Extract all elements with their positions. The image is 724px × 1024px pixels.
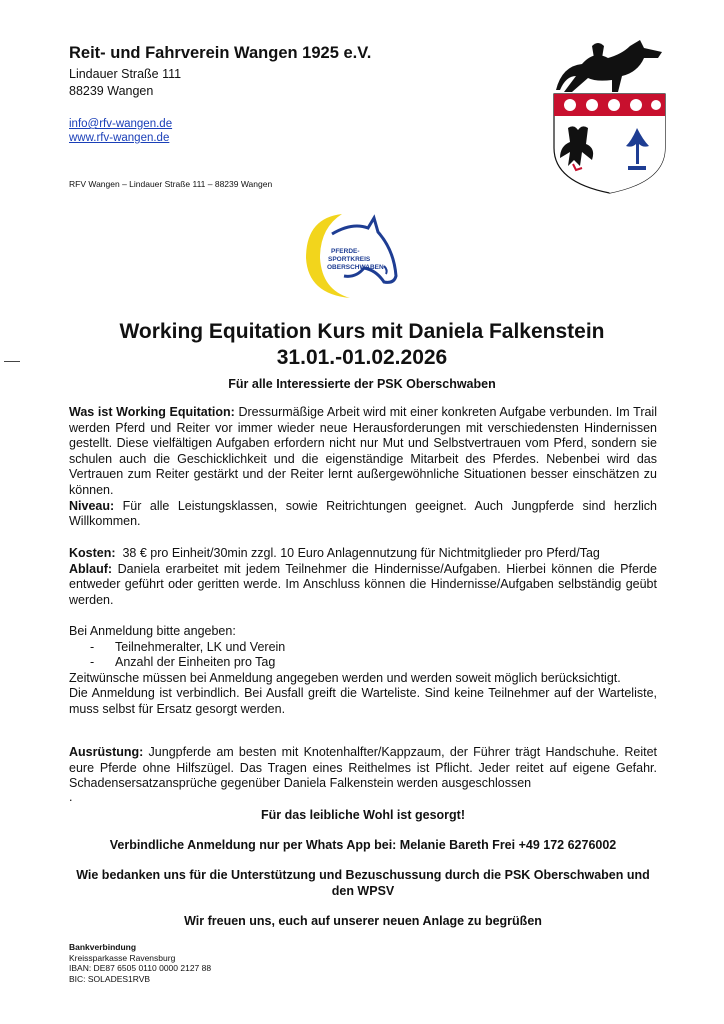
registration-intro: Bei Anmeldung bitte angeben: [69, 624, 236, 638]
cost-label: Kosten: [69, 546, 116, 560]
club-crest-logo [552, 36, 667, 194]
list-item: - Anzahl der Einheiten pro Tag [69, 655, 657, 671]
thanks-note: Wie bedanken uns für die Unterstützung und Bezuschussung durch die PSK Oberschwaben und den WPSV [76, 868, 650, 898]
what-is-label: Was ist Working Equitation: [69, 405, 235, 419]
time-wishes-text: Zeitwünsche müssen bei Anmeldung angegeben werden und werden soweit möglich berücksichtigt. [69, 670, 621, 685]
logo-text-line3: OBERSCHWABEN [327, 264, 384, 271]
sender-line: RFV Wangen – Lindauer Straße 111 – 88239 Wangen [69, 179, 273, 189]
bank-title: Bankverbindung [69, 942, 137, 952]
level-label: Niveau: [69, 498, 115, 513]
equipment-paragraph [69, 745, 657, 792]
psk-oberschwaben-logo [298, 206, 406, 304]
equipment-label: Ausrüstung: [69, 745, 144, 759]
signup-note: Verbindliche Anmeldung nur per Whats App bei: Melanie Bareth Frei +49 172 6276002 [109, 838, 617, 852]
what-is-paragraph [69, 405, 657, 499]
logo-text-line2: SPORTKREIS [328, 256, 371, 263]
stray-dot: . [69, 789, 73, 804]
welcome-note: Wir freuen uns, euch auf unserer neuen Anlage zu begrüßen [184, 914, 542, 928]
list-item: - Teilnehmeralter, LK und Verein [69, 640, 657, 656]
what-is-text: Dressurmäßige Arbeit wird mit einer konkreten Aufgabe verbunden. Im Trail werden Pferd und Reiter vor immer wieder neue Herausforderungen mit verschiedensten Hindernissen gestellt. Diese vielfältigen Aufgaben erfordern nicht nur Mut und Selbstvertrauen vom Pferd, sondern sie schulen auch die Geschicklichkeit und die eigenständige Mitarbeit des Pferdes. Nebenbei wird das Vertrauen zum Reiter gestärkt und der Reiter lernt außergewöhnliche Situationen besser einschätzen zu können. [69, 405, 657, 497]
catering-note: Für das leibliche Wohl ist gesorgt! [261, 808, 465, 822]
cost-text: 38 € pro Einheit/30min zzgl. 10 Euro Anlagennutzung für Nichtmitglieder pro Pferd/Tag [122, 546, 600, 560]
flow-label: Ablauf: [69, 561, 113, 576]
website-link[interactable]: www.rfv-wangen.de [69, 132, 170, 144]
bank-name: Kreissparkasse Ravensburg [69, 952, 176, 963]
bank-bic: BIC: SOLADES1RVB [69, 973, 151, 984]
page-subtitle: Für alle Interessierte der PSK Oberschwaben [228, 377, 496, 391]
page-title: Working Equitation Kurs mit Daniela Falkenstein [119, 320, 605, 343]
city-address: 88239 Wangen [69, 84, 154, 98]
bank-details [69, 942, 211, 984]
registration-block [69, 624, 657, 718]
logo-text-line1: PFERDE- [331, 248, 360, 255]
flow-paragraph [69, 562, 657, 609]
event-dates: 31.01.-01.02.2026 [276, 346, 448, 369]
email-link[interactable]: info@rfv-wangen.de [69, 118, 173, 130]
cost-block [69, 546, 657, 608]
bank-iban: IBAN: DE87 6505 0110 0000 2127 88 [69, 963, 212, 974]
street-address: Lindauer Straße 111 [69, 67, 182, 81]
flow-text: Daniela erarbeitet mit jedem Teilnehmer die Hindernisse/Aufgaben. Hierbei können die Pferde entweder geführt oder geritten werde. Im Anschluss können die Hindernisse/Aufgaben selbständig geübt werden. [69, 561, 657, 607]
description-block [69, 405, 657, 530]
equipment-text: Jungpferde am besten mit Knotenhalfter/Kappzaum, der Führer trägt Handschuhe. Reitet eure Pferde ohne Hilfszügel. Das Tragen eines Reithelmes ist Pflicht. Jeder reitet auf eigene Gefahr. Schadensersatzansprüche gegenüber Daniela Falkenstein werden ausgeschlossen [69, 745, 657, 791]
level-paragraph [69, 499, 657, 530]
organization-name: Reit- und Fahrverein Wangen 1925 e.V. [69, 44, 372, 62]
level-text: Für alle Leistungsklassen, sowie Reitrichtungen geeignet. Auch Jungpferde sind herzlich Willkommen. [69, 498, 657, 529]
cost-paragraph [69, 546, 657, 562]
equipment-block [69, 745, 657, 802]
binding-text: Die Anmeldung ist verbindlich. Bei Ausfall greift die Warteliste. Sind keine Teilnehmer auf der Warteliste, muss selbst für Ersatz gesorgt werden. [69, 686, 657, 716]
registration-list [69, 640, 657, 671]
